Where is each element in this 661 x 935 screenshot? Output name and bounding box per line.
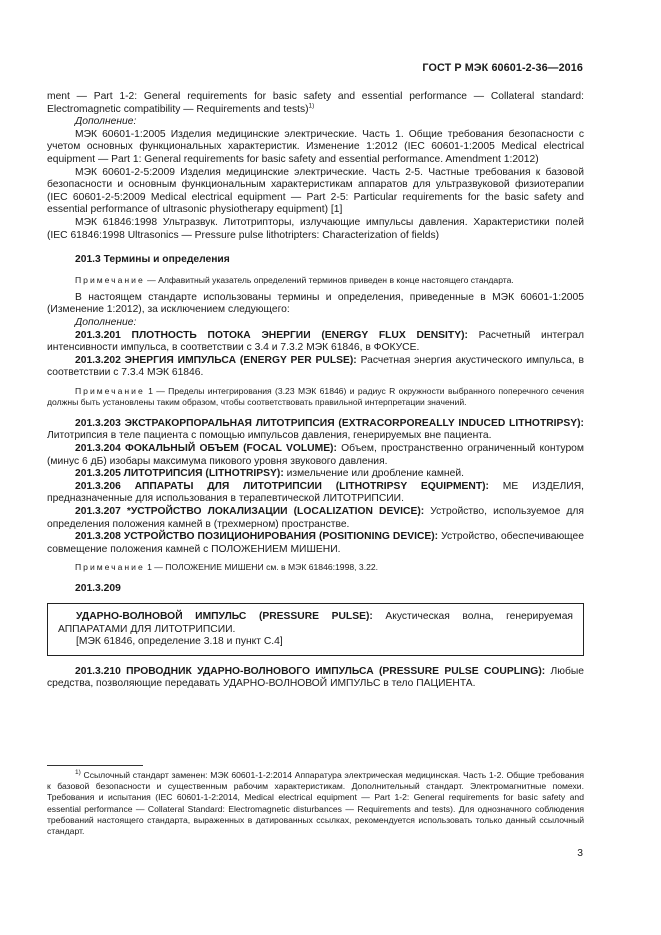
term-203: 201.3.203 ЭКСТРАКОРПОРАЛЬНАЯ ЛИТОТРИПСИЯ (EXTRACORPOREALLY INDUCED LITHOTRIPSY): Литотрипсия в теле пациента с помощью импульсов давления, генерируемых вне пациента. — [47, 417, 584, 442]
footnote — [47, 770, 584, 837]
addition-label-2: Дополнение: — [75, 316, 137, 328]
term-206: 201.3.206 АППАРАТЫ ДЛЯ ЛИТОТРИПСИИ (LITHOTRIPSY EQUIPMENT): МЕ ИЗДЕЛИЯ, предназначенные для использования в терапевтической ЛИТОТРИПСИИ. — [47, 480, 584, 505]
page-number: 3 — [577, 848, 583, 859]
term-209-box — [47, 603, 584, 656]
footnote-divider — [47, 765, 143, 766]
term-209-source: [МЭК 61846, определение 3.18 и пункт С.4] — [76, 636, 283, 648]
term-210: 201.3.210 ПРОВОДНИК УДАРНО-ВОЛНОВОГО ИМПУЛЬСА (PRESSURE PULSE COUPLING): Любые средства, позволяющие передавать УДАРНО-ВОЛНОВОЙ ИМПУЛЬС в тело ПАЦИЕНТА. — [47, 665, 584, 690]
note-integration: Примечание 1 — Пределы интегрирования (3.23 МЭК 61846) и радиус R окружности выбранного поперечного сечения должны быть установлены таким образом, чтобы соответствовать правильной интерпретации значений. — [47, 385, 584, 407]
document-header: ГОСТ Р МЭК 60601-2-36—2016 — [422, 62, 583, 74]
term-208: 201.3.208 УСТРОЙСТВО ПОЗИЦИОНИРОВАНИЯ (POSITIONING DEVICE): Устройство, обеспечивающее совмещение положения камней с ПОЛОЖЕНИЕМ МИШЕНИ. — [47, 531, 584, 555]
term-207: 201.3.207 *УСТРОЙСТВО ЛОКАЛИЗАЦИИ (LOCALIZATION DEVICE): Устройство, используемое для определения положения камней в (трехмерном) пространстве. — [47, 506, 584, 530]
term-204: 201.3.204 ФОКАЛЬНЫЙ ОБЪЕМ (FOCAL VOLUME): Объем, пространственно ограниченный контуром (минус 6 дБ) изобары максимума пикового уровня звукового давления. — [47, 443, 584, 467]
footnote-number: 1) — [75, 769, 81, 777]
section-title: 201.3 Термины и определения — [75, 254, 230, 266]
reference-continuation: ment — Part 1-2: General requirements for basic safety and essential performance — Collateral standard: Electromagnetic compatibility — Requirements and tests)$^{1)}$ — [47, 91, 584, 115]
footnote-marker: 1) — [308, 102, 315, 110]
reference-iec-60601-2-5: МЭК 60601-2-5:2009 Изделия медицинские электрические. Часть 2-5. Частные требования к базовой безопасности и основным функциональным характеристикам аппаратов для ультразвуковой физиотерапии (IEC 60601-2-5:2009 Medical electrical equipment — Part 2-5: Particular requirements for the basic safety and essential performance of ultrasonic physiotherapy equipment) [1] — [47, 166, 584, 216]
note-target: Примечание 1 — ПОЛОЖЕНИЕ МИШЕНИ см. в МЭК 61846:1998, 3.22. — [75, 562, 379, 573]
note-index: Примечание — Алфавитный указатель определений терминов приведен в конце настоящего стандарта. — [75, 274, 514, 285]
term-205: 201.3.205 ЛИТОТРИПСИЯ (LITHOTRIPSY): измельчение или дробление камней. — [75, 468, 464, 480]
addition-label: Дополнение: — [75, 116, 137, 128]
reference-iec-61846: МЭК 61846:1998 Ультразвук. Литотрипторы, излучающие импульсы давления. Характеристики полей (IEC 61846:1998 Ultrasonics — Pressure pulse lithotripters: Characterization of fields) — [47, 216, 584, 241]
term-202: 201.3.202 ЭНЕРГИЯ ИМПУЛЬСА (ENERGY PER PULSE): Расчетная энергия акустического импульса, в соответствии с 7.3.4 МЭК 61846. — [47, 354, 584, 379]
term-209-definition: УДАРНО-ВОЛНОВОЙ ИМПУЛЬС (PRESSURE PULSE): Акустическая волна, генерируемая АППАРАТАМИ ДЛЯ ЛИТОТРИПСИИ. — [58, 611, 573, 635]
terms-intro: В настоящем стандарте использованы термины и определения, приведенные в МЭК 60601-1:2005 (Изменение 1:2012), за исключением следующего: — [47, 291, 584, 316]
main-content — [47, 91, 584, 691]
footnote-text: Ссылочный стандарт заменен: МЭК 60601-1-2:2014 Аппаратура электрическая медицинская. Часть 1-2. Общие требования к базовой безопасности и существенным рабочим характеристикам. Дополнительный стандарт. Электромагнитные помехи. Требования и испытания (IEC 60601-1-2:2014, Medical electrical equipment — Part 1-2: General requirements for basic safety and essential performance — Collateral Standard: Electromagnetic disturbances — Requirements and tests). Для однозначного соблюдения требований настоящего стандарта, выраженных в датированных ссылках, рекомендуется использовать только данный ссылочный стандарт. — [47, 770, 584, 837]
term-209-number: 201.3.209 — [75, 583, 121, 595]
term-201: 201.3.201 ПЛОТНОСТЬ ПОТОКА ЭНЕРГИИ (ENERGY FLUX DENSITY): Расчетный интеграл интенсивности импульса, в соответствии с 3.4 и 7.3.2 МЭК 61846, в ФОКУСЕ. — [47, 329, 585, 354]
reference-iec-60601-1: МЭК 60601-1:2005 Изделия медицинские электрические. Часть 1. Общие требования безопасности с учетом основных функциональных характеристик. Изменение 1:2012 (IEC 60601-1:2005 Medical electrical equipment — Part 1: General requirements for basic safety and essential performance. Amendment 1:2012) — [47, 128, 584, 165]
